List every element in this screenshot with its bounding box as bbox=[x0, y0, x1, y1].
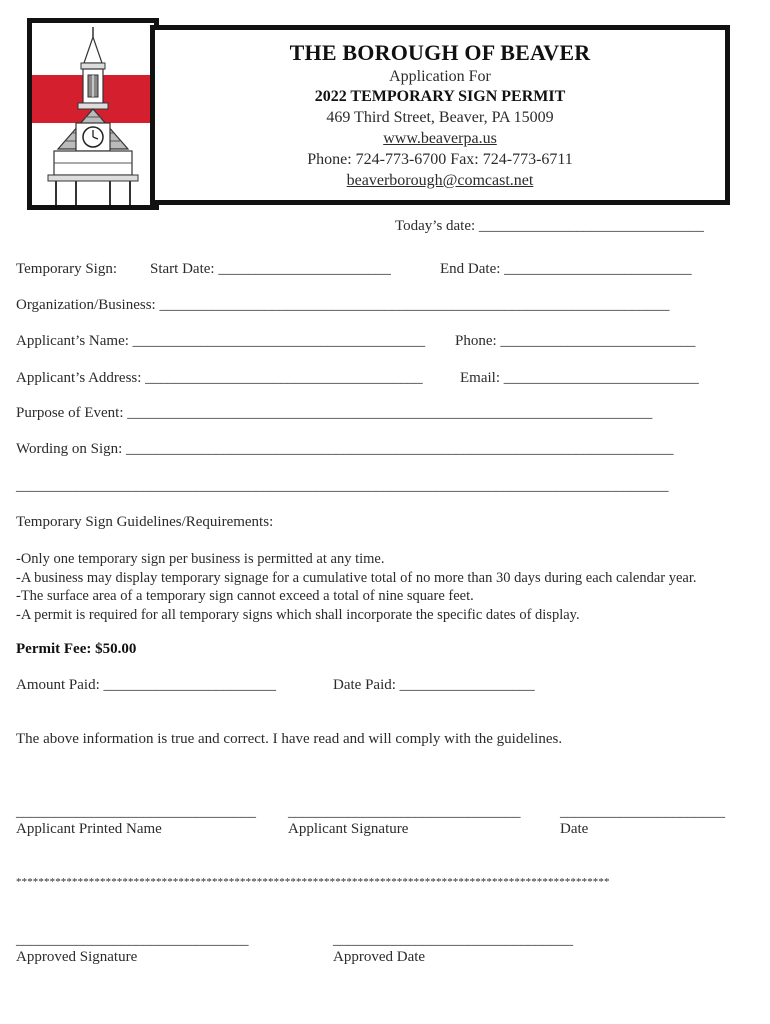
guideline-item: -The surface area of a temporary sign cannot exceed a total of nine square feet. bbox=[16, 588, 474, 604]
printed-name-label: Applicant Printed Name bbox=[16, 821, 162, 837]
email-field[interactable]: Email: __________________________ bbox=[460, 370, 699, 386]
date-label: Date bbox=[560, 821, 589, 837]
applicant-name-field[interactable]: Applicant’s Name: _______________________________________ bbox=[16, 333, 426, 349]
phone-fax: Phone: 724-773-6700 Fax: 724-773-6711 bbox=[307, 151, 573, 168]
borough-address: 469 Third Street, Beaver, PA 15009 bbox=[326, 109, 554, 126]
approved-date-label: Approved Date bbox=[333, 949, 426, 965]
approved-date-line[interactable]: ________________________________ bbox=[333, 932, 573, 948]
email-link[interactable]: beaverborough@comcast.net bbox=[346, 172, 534, 189]
website-link[interactable]: www.beaverpa.us bbox=[383, 130, 497, 147]
approved-signature-line[interactable]: _______________________________ bbox=[16, 932, 249, 948]
guidelines-heading: Temporary Sign Guidelines/Requirements: bbox=[16, 514, 274, 530]
amount-paid-field[interactable]: Amount Paid: _______________________ bbox=[16, 677, 277, 693]
wording-field-line2[interactable]: _______________________________________________________________________________________ bbox=[16, 478, 669, 494]
date-line[interactable]: ______________________ bbox=[560, 804, 725, 820]
borough-title: THE BOROUGH OF BEAVER bbox=[289, 40, 591, 65]
borough-logo bbox=[27, 18, 159, 210]
clock-tower-icon bbox=[32, 23, 154, 205]
guideline-item: -A business may display temporary signage for a cumulative total of no more than 30 days during each calendar year. bbox=[16, 569, 697, 586]
separator-asterisks: ********************************************************************************************************** bbox=[16, 876, 610, 888]
applicant-signature-label: Applicant Signature bbox=[288, 821, 409, 837]
start-date-field[interactable]: Start Date: _______________________ bbox=[150, 261, 391, 277]
phone-field[interactable]: Phone: __________________________ bbox=[455, 333, 696, 349]
certification-statement: The above information is true and correct. I have read and will comply with the guidelines. bbox=[16, 731, 563, 747]
end-date-field[interactable]: End Date: _________________________ bbox=[440, 261, 692, 277]
todays-date-field[interactable]: Today’s date: ______________________________ bbox=[395, 218, 704, 234]
permit-fee: Permit Fee: $50.00 bbox=[16, 641, 137, 657]
letterhead bbox=[150, 25, 730, 205]
date-paid-field[interactable]: Date Paid: __________________ bbox=[333, 677, 535, 693]
permit-title: 2022 TEMPORARY SIGN PERMIT bbox=[314, 88, 566, 105]
guidelines-list bbox=[16, 550, 697, 624]
guideline-item: -A permit is required for all temporary signs which shall incorporate the specific dates of display. bbox=[16, 606, 580, 623]
application-subtitle: Application For bbox=[389, 68, 491, 85]
purpose-field[interactable]: Purpose of Event: ______________________________________________________________________ bbox=[16, 405, 653, 421]
applicant-address-field[interactable]: Applicant’s Address: _____________________________________ bbox=[16, 370, 423, 386]
applicant-signature-line[interactable]: _______________________________ bbox=[288, 804, 521, 820]
printed-name-line[interactable]: ________________________________ bbox=[16, 804, 256, 820]
wording-field[interactable]: Wording on Sign: _________________________________________________________________________ bbox=[16, 441, 674, 457]
temporary-sign-label: Temporary Sign: bbox=[16, 261, 118, 277]
organization-field[interactable]: Organization/Business: ____________________________________________________________________ bbox=[16, 297, 670, 313]
approved-signature-label: Approved Signature bbox=[16, 949, 138, 965]
guideline-item: -Only one temporary sign per business is permitted at any time. bbox=[16, 551, 385, 567]
